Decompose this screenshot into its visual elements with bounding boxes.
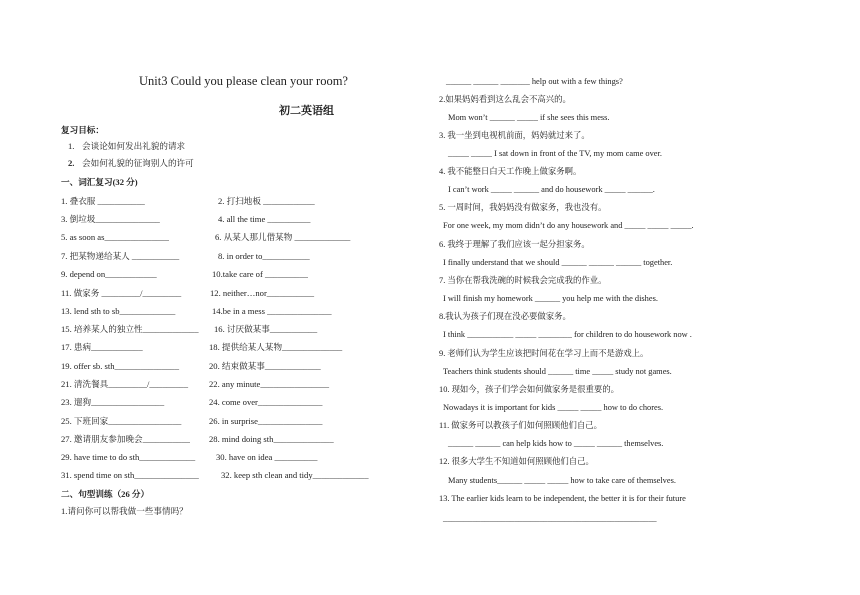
vocab-item: 25. 下班回家_________________ xyxy=(61,416,182,426)
vocab-item: 12. neither…nor___________ xyxy=(210,288,315,298)
question-line: 2.如果妈妈看到这么乱会不高兴的。 xyxy=(439,95,571,104)
vocab-item: 26. in surprise_______________ xyxy=(209,416,323,426)
question-line: 10. 现如今，孩子们学会如何做家务是很重要的。 xyxy=(439,385,620,394)
answer-line: ______ ______ _______ help out with a few things? xyxy=(446,77,623,86)
vocab-item: 22. any minute________________ xyxy=(209,379,330,389)
vocab-item: 20. 结束做某事_____________ xyxy=(209,361,321,371)
answer-line: I think ___________ _____ ________ for children to do housework now . xyxy=(443,330,692,339)
vocab-item: 19. offer sb. sth_______________ xyxy=(61,361,180,371)
answer-line: I can’t work _____ ______ and do housework _____ ______. xyxy=(448,185,655,194)
question-line: 4. 我不能整日白天工作晚上做家务啊。 xyxy=(439,167,582,176)
vocab-item: 24. come over_______________ xyxy=(209,397,323,407)
vocab-item: 18. 提供给某人某物______________ xyxy=(209,342,343,352)
vocab-item: 3. 倒垃圾_______________ xyxy=(61,214,160,224)
vocab-item: 21. 清洗餐具_________/_________ xyxy=(61,379,188,389)
vocab-heading: 一、词汇复习(32 分) xyxy=(61,177,138,187)
goal-item: 会谈论如何发出礼貌的请求 xyxy=(82,141,186,151)
vocab-item: 8. in order to___________ xyxy=(218,251,310,261)
goal-number: 2. xyxy=(68,158,75,168)
question-line: 7. 当你在帮我洗碗的时候我会完成我的作业。 xyxy=(439,276,607,285)
goals-heading: 复习目标： xyxy=(61,125,104,135)
vocab-item: 28. mind doing sth______________ xyxy=(209,434,334,444)
page-title: Unit3 Could you please clean your room? xyxy=(139,74,348,88)
answer-line: ___________________________________________________ xyxy=(443,514,657,523)
answer-line: I will finish my homework ______ you help me with the dishes. xyxy=(443,294,658,303)
question-line: 8.我认为孩子们现在没必要做家务。 xyxy=(439,312,571,321)
vocab-item: 17. 患病____________ xyxy=(61,342,143,352)
answer-line: Teachers think students should ______ time _____ study not games. xyxy=(443,367,672,376)
question-line: 13. The earlier kids learn to be independent, the better it is for their future xyxy=(439,494,686,503)
vocab-item: 10.take care of __________ xyxy=(212,269,308,279)
goal-item: 会如何礼貌的征询别人的许可 xyxy=(82,158,194,168)
answer-line: Nowadays it is important for kids _____ _____ how to do chores. xyxy=(443,403,664,412)
vocab-item: 23. 遛狗_________________ xyxy=(61,397,165,407)
question-line: 3. 我一坐到电视机前面，妈妈就过来了。 xyxy=(439,131,590,140)
question-line: 11. 做家务可以教孩子们如何照顾他们自己。 xyxy=(439,421,602,430)
vocab-item: 7. 把某物递给某人 ___________ xyxy=(61,251,180,261)
answer-line: I finally understand that we should ______ ______ ______ together. xyxy=(443,258,673,267)
vocab-item: 1. 叠衣服 ___________ xyxy=(61,196,145,206)
vocab-item: 11. 做家务 _________/_________ xyxy=(61,288,182,298)
vocab-item: 2. 打扫地板 ____________ xyxy=(218,196,315,206)
answer-line: Many students______ _____ _____ how to take care of themselves. xyxy=(448,476,676,485)
vocab-item: 13. lend sth to sb_____________ xyxy=(61,306,176,316)
vocab-item: 14.be in a mess _______________ xyxy=(212,306,332,316)
answer-line: For one week, my mom didn’t do any housework and _____ _____ _____. xyxy=(443,221,694,230)
question-line: 9. 老师们认为学生应该把时间花在学习上而不是游戏上。 xyxy=(439,349,649,358)
question-1: 1.请问你可以帮我做一些事情吗？ xyxy=(61,506,188,516)
vocab-item: 30. have on idea __________ xyxy=(216,452,318,462)
question-line: 5. 一周时间，我妈妈没有做家务，我也没有。 xyxy=(439,203,607,212)
goal-number: 1. xyxy=(68,141,75,151)
vocab-item: 27. 邀请朋友参加晚会___________ xyxy=(61,434,190,444)
vocab-item: 4. all the time __________ xyxy=(218,214,311,224)
vocab-item: 31. spend time on sth_______________ xyxy=(61,470,199,480)
vocab-item: 29. have time to do sth_____________ xyxy=(61,452,196,462)
vocab-item: 16. 讨厌做某事___________ xyxy=(214,324,318,334)
group-name: 初二英语组 xyxy=(279,105,334,117)
question-line: 12. 很多大学生不知道如何照顾他们自己。 xyxy=(439,457,594,466)
question-line: 6. 我终于理解了我们应该一起分担家务。 xyxy=(439,240,590,249)
vocab-item: 15. 培养某人的独立性_____________ xyxy=(61,324,199,334)
sentences-heading: 二、句型训练（26 分） xyxy=(61,489,150,499)
answer-line: ______ ______ can help kids how to _____ ______ themselves. xyxy=(448,439,664,448)
vocab-item: 6. 从某人那儿借某物 _____________ xyxy=(215,232,351,242)
answer-line: _____ _____ I sat down in front of the TV, my mom came over. xyxy=(448,149,662,158)
vocab-item: 32. keep sth clean and tidy_____________ xyxy=(221,470,369,480)
vocab-item: 9. depend on____________ xyxy=(61,269,157,279)
vocab-item: 5. as soon as_______________ xyxy=(61,232,169,242)
answer-line: Mom won’t ______ _____ if she sees this mess. xyxy=(448,113,610,122)
